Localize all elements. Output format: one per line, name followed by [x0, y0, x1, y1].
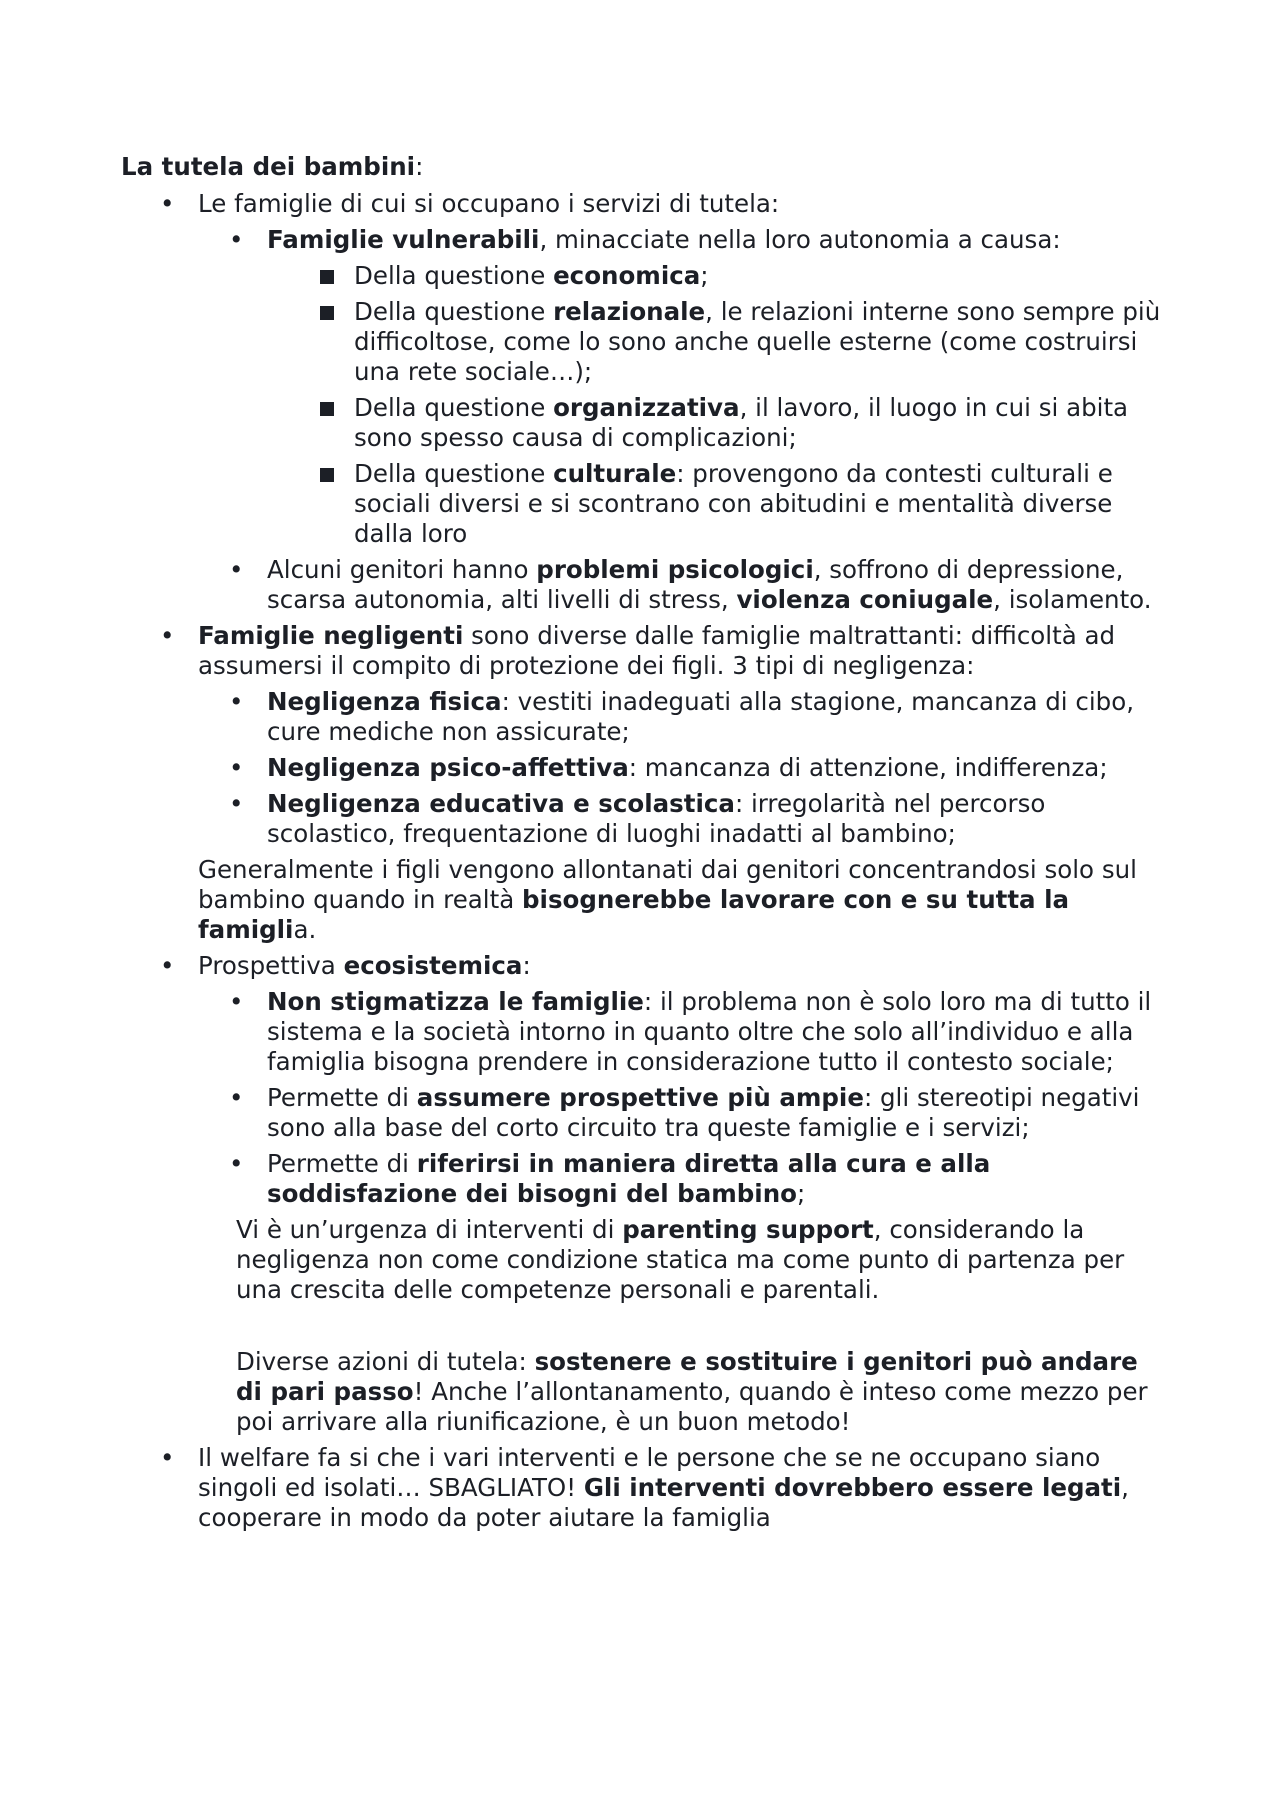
bullet-icon: •: [229, 225, 244, 254]
paragraph: Vi è un’urgenza di interventi di parenting support, considerando la negligenza non come condizione statica ma come punto di partenza per una crescita delle competenze personali e parentali.: [236, 1215, 1125, 1304]
list-item: • Famiglie vulnerabili, minacciate nella loro autonomia a causa: Della questione economica; Della questione relazionale, le relazioni interne sono sempre più difficoltose, come lo sono anche quelle esterne (come costruirsi una rete sociale…); Della questione organizzativa, il lavoro, il luogo in cui si abita sono spesso causa di complicazioni; Della questione culturale: provengono da contesti culturali e sociali diversi e si scontrano con abitudini e mentalità diverse dalla loro: [267, 225, 1168, 549]
bullet-icon: •: [229, 555, 244, 584]
bullet-icon: •: [229, 789, 244, 818]
sub-sub-list: [354, 261, 1168, 549]
paragraph: Generalmente i figli vengono allontanati dai genitori concentrandosi solo sul bambino quando in realtà bisognerebbe lavorare con e su tutta la famiglia.: [198, 855, 1137, 944]
list-item: • Non stigmatizza le famiglie: il problema non è solo loro ma di tutto il sistema e la società intorno in quanto oltre che solo all’individuo e alla famiglia bisogna prendere in considerazione tutto il contesto sociale;: [229, 987, 1152, 1076]
list-item: • Prospettiva ecosistemica: • Non stigmatizza le famiglie: il problema non è solo loro ma di tutto il sistema e la società intorno in quanto oltre che solo all’individuo e alla famiglia bisogna prendere in considerazione tutto il contesto sociale; • Permette di assumere prospettive più ampie: gli stereotipi negativi sono alla base del corto circuito tra queste famiglie e i servizi; • Permette di riferirsi in maniera diretta alla cura e alla soddisfazione dei bisogni del bambino; Vi è un’urgenza di interventi di parenting support, considerando la negligenza non come condizione statica ma come punto di partenza per una crescita delle competenze personali e parentali. Diverse azioni di tutela: sostenere e sostituire i genitori può andare di pari passo! Anche l’allontanamento, quando è inteso come mezzo per poi arrivare alla riunificazione, è un buon metodo!: [198, 951, 1168, 1437]
list-item: • Negligenza fisica: vestiti inadeguati alla stagione, mancanza di cibo, cure mediche non assicurate;: [229, 687, 1135, 746]
list-item: • Negligenza psico-affettiva: mancanza di attenzione, indifferenza;: [229, 753, 1108, 782]
list-item: Della questione relazionale, le relazioni interne sono sempre più difficoltose, come lo sono anche quelle esterne (come costruirsi una rete sociale…);: [354, 297, 1168, 387]
sub-list: [229, 687, 1168, 849]
bullet-icon: •: [160, 951, 175, 980]
sub-list: [229, 225, 1168, 615]
bullet-icon: •: [229, 1083, 244, 1112]
bullet-icon: •: [229, 687, 244, 716]
list-item: • Famiglie negligenti sono diverse dalle famiglie maltrattanti: difficoltà ad assumersi il compito di protezione dei figli. 3 tipi di negligenza: • Negligenza fisica: vestiti inadeguati alla stagione, mancanza di cibo, cure mediche non assicurate; • Negligenza psico-affettiva: mancanza di attenzione, indifferenza; • Negligenza educativa e scolastica: irregolarità nel percorso scolastico, frequentazione di luoghi inadatti al bambino; Generalmente i figli vengono allontanati dai genitori concentrandosi solo sul bambino quando in realtà bisognerebbe lavorare con e su tutta la famiglia.: [198, 621, 1168, 945]
sub-list: [229, 987, 1168, 1209]
list-item: Della questione culturale: provengono da contesti culturali e sociali diversi e si scontrano con abitudini e mentalità diverse dalla loro: [354, 459, 1168, 549]
bullet-icon: •: [229, 1149, 244, 1178]
bullet-icon: •: [229, 987, 244, 1016]
bullet-icon: •: [160, 1443, 175, 1472]
square-bullet-icon: [320, 468, 334, 482]
list-item: • Permette di assumere prospettive più ampie: gli stereotipi negativi sono alla base del corto circuito tra queste famiglie e i servizi;: [229, 1083, 1140, 1142]
bullet-icon: •: [160, 189, 175, 218]
square-bullet-icon: [320, 402, 334, 416]
square-bullet-icon: [320, 270, 334, 284]
list-item: • Il welfare fa si che i vari interventi e le persone che se ne occupano siano singoli ed isolati… SBAGLIATO! Gli interventi dovrebbero essere legati, cooperare in modo da poter aiutare la famiglia: [160, 1443, 1129, 1532]
blank-line: [198, 1311, 1168, 1341]
bullet-icon: •: [229, 753, 244, 782]
list-item: Della questione organizzativa, il lavoro, il luogo in cui si abita sono spesso causa di complicazioni;: [354, 393, 1168, 453]
list-item: • Negligenza educativa e scolastica: irregolarità nel percorso scolastico, frequentazione di luoghi inadatti al bambino;: [229, 789, 1046, 848]
list-item: Della questione economica;: [354, 261, 1168, 291]
page-title: La tutela dei bambini:: [121, 152, 424, 181]
square-bullet-icon: [320, 306, 334, 320]
bullet-icon: •: [160, 621, 175, 650]
main-list: [160, 189, 1168, 1539]
list-item: • Le famiglie di cui si occupano i servizi di tutela: • Famiglie vulnerabili, minacciate nella loro autonomia a causa: Della questione economica; Della questione relazionale, le relazioni interne sono sempre più difficoltose, come lo sono anche quelle esterne (come costruirsi una rete sociale…); Della questione organizzativa, il lavoro, il luogo in cui si abita sono spesso causa di complicazioni; Della questione culturale: provengono da contesti culturali e sociali diversi e si scontrano con abitudini e mentalità diverse dalla loro • Alcuni genitori hanno problemi psicologici, soffrono di depressione, scarsa autonomia, alti livelli di stress, violenza coniugale, isolamento.: [198, 189, 1168, 615]
list-item: • Permette di riferirsi in maniera diretta alla cura e alla soddisfazione dei bisogni del bambino;: [229, 1149, 991, 1208]
paragraph: Diverse azioni di tutela: sostenere e sostituire i genitori può andare di pari passo! Anche l’allontanamento, quando è inteso come mezzo per poi arrivare alla riunificazione, è un buon metodo!: [236, 1347, 1148, 1436]
list-item: • Alcuni genitori hanno problemi psicologici, soffrono di depressione, scarsa autonomia, alti livelli di stress, violenza coniugale, isolamento.: [229, 555, 1152, 614]
